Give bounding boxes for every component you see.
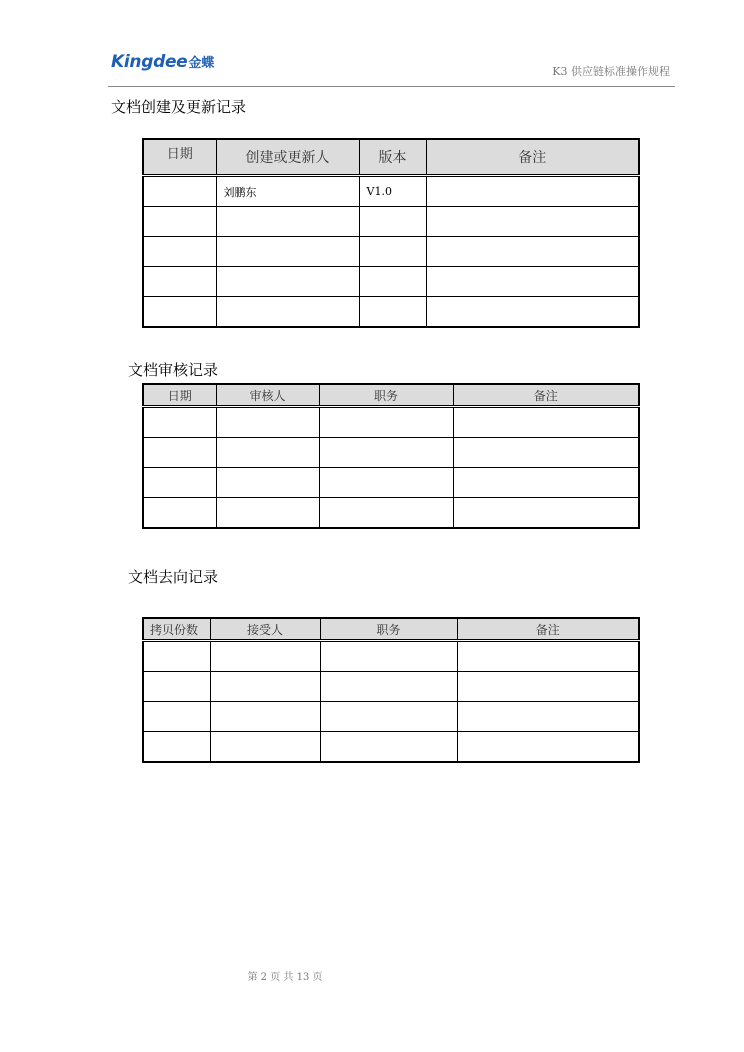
cell-remarks xyxy=(426,176,639,207)
table-row xyxy=(143,207,639,237)
cell-remarks xyxy=(457,672,639,702)
column-header-remarks: 备注 xyxy=(457,618,639,641)
cell-remarks xyxy=(457,641,639,672)
cell-date xyxy=(143,468,216,498)
table-row xyxy=(143,468,639,498)
cell-recipient xyxy=(210,672,320,702)
cell-copies xyxy=(143,702,210,732)
cell-author xyxy=(216,267,359,297)
table-header-row xyxy=(143,384,639,407)
table-header-row xyxy=(143,139,639,176)
cell-remarks xyxy=(426,207,639,237)
cell-reviewer xyxy=(216,438,319,468)
cell-version xyxy=(359,237,426,267)
table-row xyxy=(143,641,639,672)
cell-position xyxy=(319,468,453,498)
column-header-reviewer: 审核人 xyxy=(216,384,319,407)
table-row xyxy=(143,237,639,267)
table-row xyxy=(143,498,639,529)
cell-date xyxy=(143,176,216,207)
cell-author xyxy=(216,297,359,328)
cell-remarks xyxy=(453,407,639,438)
cell-version xyxy=(359,207,426,237)
section-title-creation-record: 文档创建及更新记录 xyxy=(111,98,247,116)
cell-copies xyxy=(143,732,210,763)
cell-date xyxy=(143,267,216,297)
cell-remarks xyxy=(426,237,639,267)
cell-copies xyxy=(143,672,210,702)
table-row xyxy=(143,732,639,763)
cell-author: 刘鹏东 xyxy=(216,176,359,207)
cell-position xyxy=(320,672,457,702)
page-number-footer: 第 2 页 共 13 页 xyxy=(247,972,323,983)
section-title-review-record: 文档审核记录 xyxy=(128,361,219,379)
review-record-table xyxy=(142,383,640,529)
cell-remarks xyxy=(453,468,639,498)
column-header-position: 职务 xyxy=(319,384,453,407)
header-divider xyxy=(108,86,675,87)
cell-recipient xyxy=(210,641,320,672)
column-header-remarks: 备注 xyxy=(426,139,639,176)
cell-date xyxy=(143,498,216,529)
cell-position xyxy=(320,641,457,672)
table-row xyxy=(143,297,639,328)
column-header-position: 职务 xyxy=(320,618,457,641)
table-header-row xyxy=(143,618,639,641)
cell-position xyxy=(319,407,453,438)
cell-remarks xyxy=(457,732,639,763)
column-header-remarks: 备注 xyxy=(453,384,639,407)
logo-text-cn: 金蝶 xyxy=(188,56,215,71)
cell-version: V1.0 xyxy=(359,176,426,207)
cell-date xyxy=(143,207,216,237)
cell-recipient xyxy=(210,732,320,763)
table-row xyxy=(143,176,639,207)
kingdee-logo xyxy=(111,52,214,74)
table-row xyxy=(143,672,639,702)
table-row xyxy=(143,407,639,438)
document-header-title: K3 供应链标准操作规程 xyxy=(552,65,670,78)
cell-position xyxy=(319,438,453,468)
cell-remarks xyxy=(457,702,639,732)
column-header-date: 日期 xyxy=(143,139,216,176)
cell-version xyxy=(359,267,426,297)
cell-author xyxy=(216,237,359,267)
cell-copies xyxy=(143,641,210,672)
section-title-distribution-record: 文档去向记录 xyxy=(128,568,219,586)
table-row xyxy=(143,702,639,732)
cell-remarks xyxy=(426,297,639,328)
cell-reviewer xyxy=(216,468,319,498)
column-header-author: 创建或更新人 xyxy=(216,139,359,176)
distribution-record-table xyxy=(142,617,640,763)
cell-author xyxy=(216,207,359,237)
cell-remarks xyxy=(453,438,639,468)
creation-record-table xyxy=(142,138,640,328)
column-header-version: 版本 xyxy=(359,139,426,176)
cell-version xyxy=(359,297,426,328)
table-row xyxy=(143,438,639,468)
cell-remarks xyxy=(453,498,639,529)
table-row xyxy=(143,267,639,297)
cell-recipient xyxy=(210,702,320,732)
cell-date xyxy=(143,438,216,468)
cell-date xyxy=(143,407,216,438)
cell-position xyxy=(319,498,453,529)
cell-date xyxy=(143,297,216,328)
column-header-date: 日期 xyxy=(143,384,216,407)
cell-remarks xyxy=(426,267,639,297)
column-header-recipient: 接受人 xyxy=(210,618,320,641)
cell-position xyxy=(320,732,457,763)
logo-text-en: Kingdee xyxy=(111,52,188,72)
cell-date xyxy=(143,237,216,267)
column-header-copies: 拷贝份数 xyxy=(143,618,210,641)
cell-position xyxy=(320,702,457,732)
cell-reviewer xyxy=(216,407,319,438)
cell-reviewer xyxy=(216,498,319,529)
